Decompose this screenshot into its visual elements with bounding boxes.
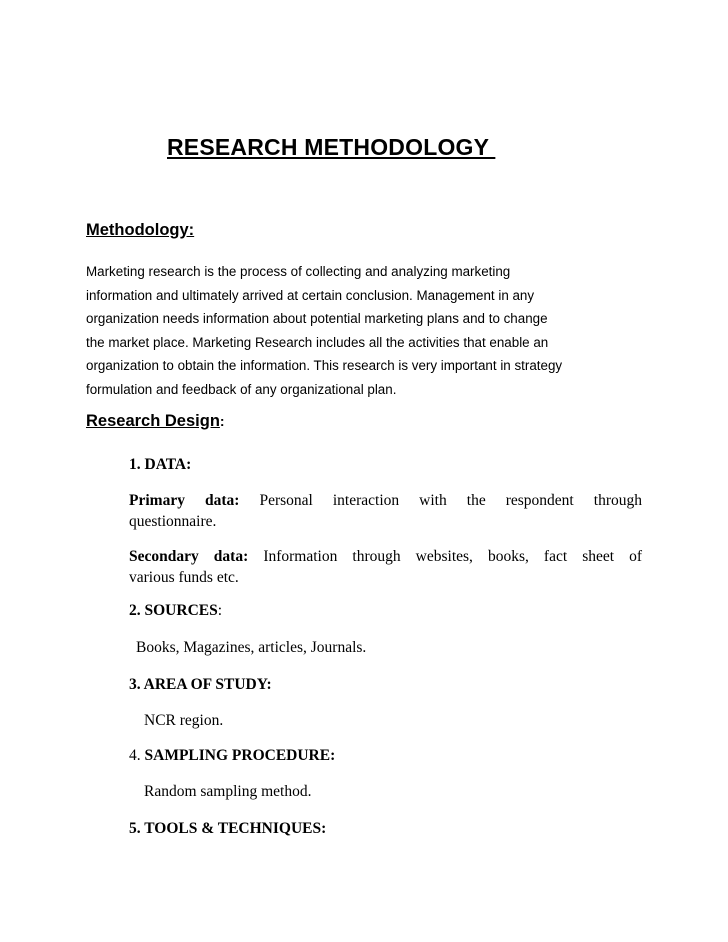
paragraph-line: formulation and feedback of any organizational plan. xyxy=(86,381,397,397)
paragraph-line: information and ultimately arrived at certain conclusion. Management in any xyxy=(86,287,535,303)
paragraph-line: organization needs information about potential marketing plans and to change xyxy=(86,311,548,326)
paragraph-line: Marketing research is the process of collecting and analyzing marketing xyxy=(86,264,511,279)
document-title: RESEARCH METHODOLOGY xyxy=(167,134,496,160)
sampling-text: Random sampling method. xyxy=(144,783,312,800)
data-section-heading xyxy=(129,456,191,474)
secondary-data-item xyxy=(129,546,642,588)
primary-data-text: Personal interaction with the respondent through xyxy=(259,492,642,509)
sources-colon: : xyxy=(217,602,223,619)
tools-heading-text: 5. TOOLS & TECHNIQUES: xyxy=(129,820,327,837)
sampling-number: 4. xyxy=(129,747,141,764)
data-heading-text: 1. DATA: xyxy=(129,456,192,473)
methodology-heading-text: Methodology: xyxy=(86,221,195,239)
tools-section-heading xyxy=(129,820,326,838)
sources-text: Books, Magazines, articles, Journals. xyxy=(136,639,367,656)
area-section-heading xyxy=(129,676,272,694)
primary-data-label: Primary data: xyxy=(129,492,240,509)
primary-data-item xyxy=(129,490,642,532)
methodology-paragraph xyxy=(86,260,646,401)
primary-data-line2: questionnaire. xyxy=(129,513,217,530)
secondary-data-line1 xyxy=(129,546,642,567)
area-text: NCR region. xyxy=(144,712,224,729)
paragraph-line: the market place. Marketing Research includes all the activities that enable an xyxy=(86,334,549,350)
sources-heading-text: 2. SOURCES xyxy=(129,602,218,619)
paragraph-line: organization to obtain the information. This research is very important in strategy xyxy=(86,358,563,373)
sampling-section-heading xyxy=(129,747,335,765)
secondary-data-text: Information through websites, books, fact sheet of xyxy=(263,548,643,565)
sampling-heading-text: SAMPLING PROCEDURE: xyxy=(144,747,336,764)
research-design-heading-text: Research Design xyxy=(86,412,220,430)
sources-section-heading xyxy=(129,602,222,620)
methodology-heading xyxy=(86,221,194,240)
area-heading-text: 3. AREA OF STUDY: xyxy=(129,676,272,693)
research-design-colon: : xyxy=(219,413,225,429)
secondary-data-label: Secondary data: xyxy=(129,548,249,565)
research-design-heading xyxy=(86,412,225,431)
primary-data-line1 xyxy=(129,490,642,511)
secondary-data-line2: various funds etc. xyxy=(129,569,239,586)
